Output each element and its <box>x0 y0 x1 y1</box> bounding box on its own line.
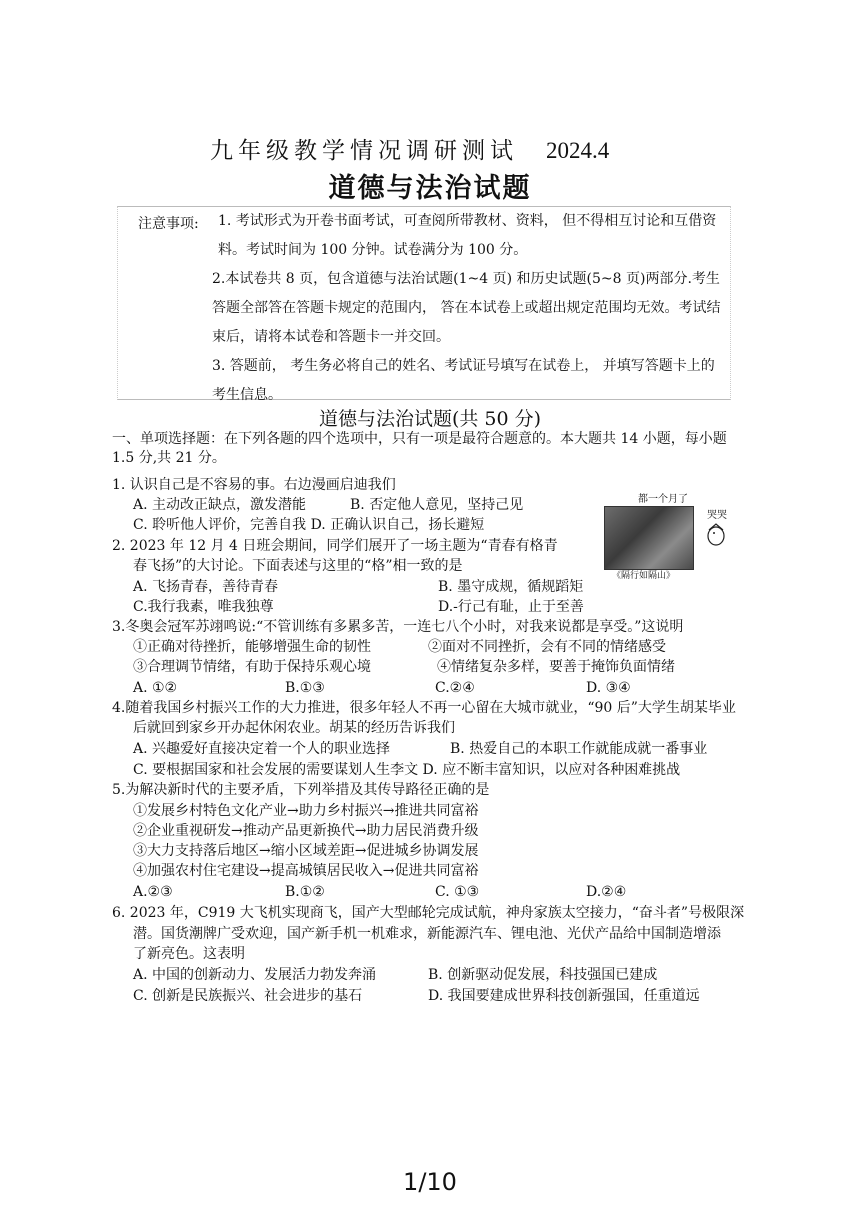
question-5-option-c: C. ①③ <box>435 884 480 900</box>
cartoon-caption-bottom: 《隔行如隔山》 <box>612 571 676 581</box>
question-3-option-d: D. ③④ <box>586 680 631 696</box>
question-3-statement-1: ①正确对待挫折，能够增强生命的韧性 <box>133 639 371 655</box>
question-6-option-d: D. 我国要建成世界科技创新强国，任重道远 <box>428 988 700 1004</box>
question-3-statement-4: ④情绪复杂多样，要善于掩饰负面情绪 <box>437 659 675 675</box>
question-3-stem: 3.冬奥会冠军苏翊鸣说:“不管训练有多累多苦，一连七八个小时，对我来说都是享受。”这说明 <box>112 619 684 635</box>
page-number: 1/10 <box>403 1168 457 1196</box>
notice-item: 3. 答题前， 考生务必将自己的姓名、考试证号填写在试卷上， 并填写答题卡上的考生信息。 <box>212 358 715 403</box>
cartoon-side-text: 哭哭 <box>707 510 727 521</box>
question-4-stem: 4.随着我国乡村振兴工作的大力推进，很多年轻人不再一心留在大城市就业，“90 后”大学生胡某毕业 <box>112 700 736 716</box>
question-5-statement-2: ②企业重视研发→推动产品更新换代→助力居民消费升级 <box>133 823 479 839</box>
question-2-option-c: C.我行我素，唯我独尊 <box>133 599 274 615</box>
section-instructions: 一、单项选择题：在下列各题的四个选项中，只有一项是最符合题意的。本大题共 14 小题，每小题 1.5 分,共 21 分。 <box>112 431 727 466</box>
question-2-option-b: B. 墨守成规，循规蹈矩 <box>438 579 584 595</box>
question-6-stem-cont: 潜。国货潮牌广受欢迎，国产新手机一机难求，新能源汽车、锂电池、光伏产品给中国制造增添 <box>133 926 721 942</box>
question-4-options-cd: C. 要根据国家和社会发展的需要谋划人生李文 D. 应不断丰富知识，以应对各种困难挑战 <box>133 762 681 778</box>
exam-title <box>210 132 609 165</box>
notice-item: 1. 考试形式为开卷书面考试，可查阅所带教材、资料， 但不得相互讨论和互借资料。考试时间为 100 分钟。试卷满分为 100 分。 <box>218 213 717 258</box>
question-1-stem: 1. 认识自己是不容易的事。右边漫画启迪我们 <box>112 477 396 493</box>
question-5-statement-1: ①发展乡村特色文化产业→助力乡村振兴→推进共同富裕 <box>133 803 479 819</box>
cartoon-caption-top: 都一个月了 <box>638 494 688 505</box>
question-4-stem-cont: 后就回到家乡开办起休闲农业。胡某的经历告诉我们 <box>133 720 455 736</box>
notice-item: 2.本试卷共 8 页，包含道德与法治试题(1~4 页) 和历史试题(5~8 页)两部分.考生答题全部答在答题卡规定的范围内， 答在本试卷上或超出规定范围均无效。考试结束后，请将本试卷和答题卡一并交回。 <box>212 271 721 345</box>
question-6-option-c: C. 创新是民族振兴、社会进步的基石 <box>133 988 363 1004</box>
question-5-option-b: B.①② <box>285 884 325 900</box>
question-2-stem: 2. 2023 年 12 月 4 日班会期间，同学们展开了一场主题为“青春有格青 <box>112 538 558 554</box>
question-2-option-d: D.-行己有耻，止于至善 <box>438 599 584 615</box>
question-6-stem: 6. 2023 年，C919 大飞机实现商飞，国产大型邮轮完成试航，神舟家族太空接力，“奋斗者”号极限深 <box>112 905 745 921</box>
question-3-option-c: C.②④ <box>435 680 475 696</box>
question-6-stem-cont2: 了新亮色。这表明 <box>133 946 245 962</box>
question-6-option-a: A. 中国的创新动力、发展活力勃发奔涌 <box>133 967 377 983</box>
question-2-option-a: A. 飞扬青春，善待青春 <box>133 579 279 595</box>
chick-icon <box>706 520 726 546</box>
question-5-statement-3: ③大力支持落后地区→缩小区域差距→促进城乡协调发展 <box>133 843 479 859</box>
exam-title-text: 九年级教学情况调研测试 <box>210 138 518 164</box>
question-4-option-b: B. 热爱自己的本职工作就能成就一番事业 <box>450 741 708 757</box>
question-2-stem-cont: 春飞扬”的大讨论。下面表述与这里的“格”相一致的是 <box>133 558 463 574</box>
question-5-option-a: A.②③ <box>133 884 173 900</box>
section-title: 道德与法治试题(共 50 分) <box>318 408 542 430</box>
subject-title: 道德与法治试题 <box>328 173 532 204</box>
cartoon-image <box>600 490 735 580</box>
question-1-options-cd: C. 聆听他人评价，完善自我 D. 正确认识自己，扬长避短 <box>133 517 485 533</box>
question-3-statement-2: ②面对不同挫折，会有不同的情绪感受 <box>428 639 666 655</box>
question-5-option-d: D.②④ <box>586 884 627 900</box>
question-3-option-a: A. ①② <box>133 680 178 696</box>
exam-date: 2024.4 <box>546 138 610 163</box>
question-1-option-b: B. 否定他人意见，坚持己见 <box>350 497 524 513</box>
question-5-statement-4: ④加强农村住宅建设→提高城镇居民收入→促进共同富裕 <box>133 863 479 879</box>
question-4-option-a: A. 兴趣爱好直接决定着一个人的职业选择 <box>133 741 391 757</box>
question-1-option-a: A. 主动改正缺点，激发潜能 <box>133 497 307 513</box>
question-3-statement-3: ③合理调节情绪，有助于保持乐观心境 <box>133 659 371 675</box>
notice-label: 注意事项: <box>138 216 199 232</box>
question-3-option-b: B.①③ <box>285 680 325 696</box>
cartoon-photo <box>604 506 694 570</box>
question-6-option-b: B. 创新驱动促发展，科技强国已建成 <box>428 967 658 983</box>
question-5-stem: 5.为解决新时代的主要矛盾，下列举措及其传导路径正确的是 <box>112 782 490 798</box>
